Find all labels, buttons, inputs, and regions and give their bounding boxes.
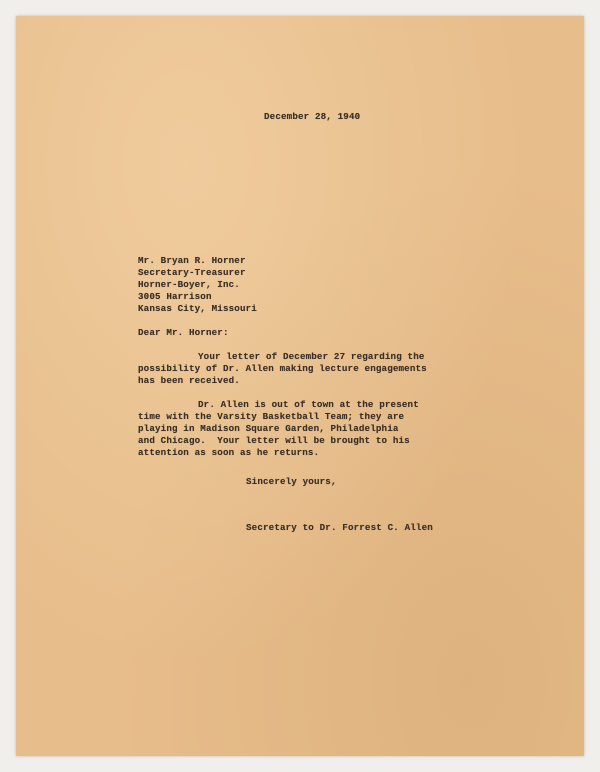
recipient-title: Secretary-Treasurer	[138, 267, 246, 278]
salutation: Dear Mr. Horner:	[138, 327, 229, 338]
paragraph2-line: Dr. Allen is out of town at the present	[198, 399, 419, 410]
recipient-city: Kansas City, Missouri	[138, 303, 257, 314]
paragraph1-line: has been received.	[138, 375, 240, 386]
recipient-street: 3005 Harrison	[138, 291, 212, 302]
paragraph2-line: playing in Madison Square Garden, Philadelphia	[138, 423, 399, 434]
letter-page	[16, 16, 584, 756]
paragraph1-line: Your letter of December 27 regarding the	[198, 351, 425, 362]
paragraph2-line: attention as soon as he returns.	[138, 447, 320, 458]
recipient-name: Mr. Bryan R. Horner	[138, 255, 246, 266]
paragraph1-line: possibility of Dr. Allen making lecture engagements	[138, 363, 427, 374]
paragraph2-line: and Chicago. Your letter will be brought to his	[138, 435, 410, 446]
recipient-company: Horner-Boyer, Inc.	[138, 279, 240, 290]
letter-date: December 28, 1940	[264, 111, 361, 122]
closing: Sincerely yours,	[246, 476, 337, 487]
signature-block: Secretary to Dr. Forrest C. Allen	[246, 522, 433, 533]
paragraph2-line: time with the Varsity Basketball Team; they are	[138, 411, 405, 422]
